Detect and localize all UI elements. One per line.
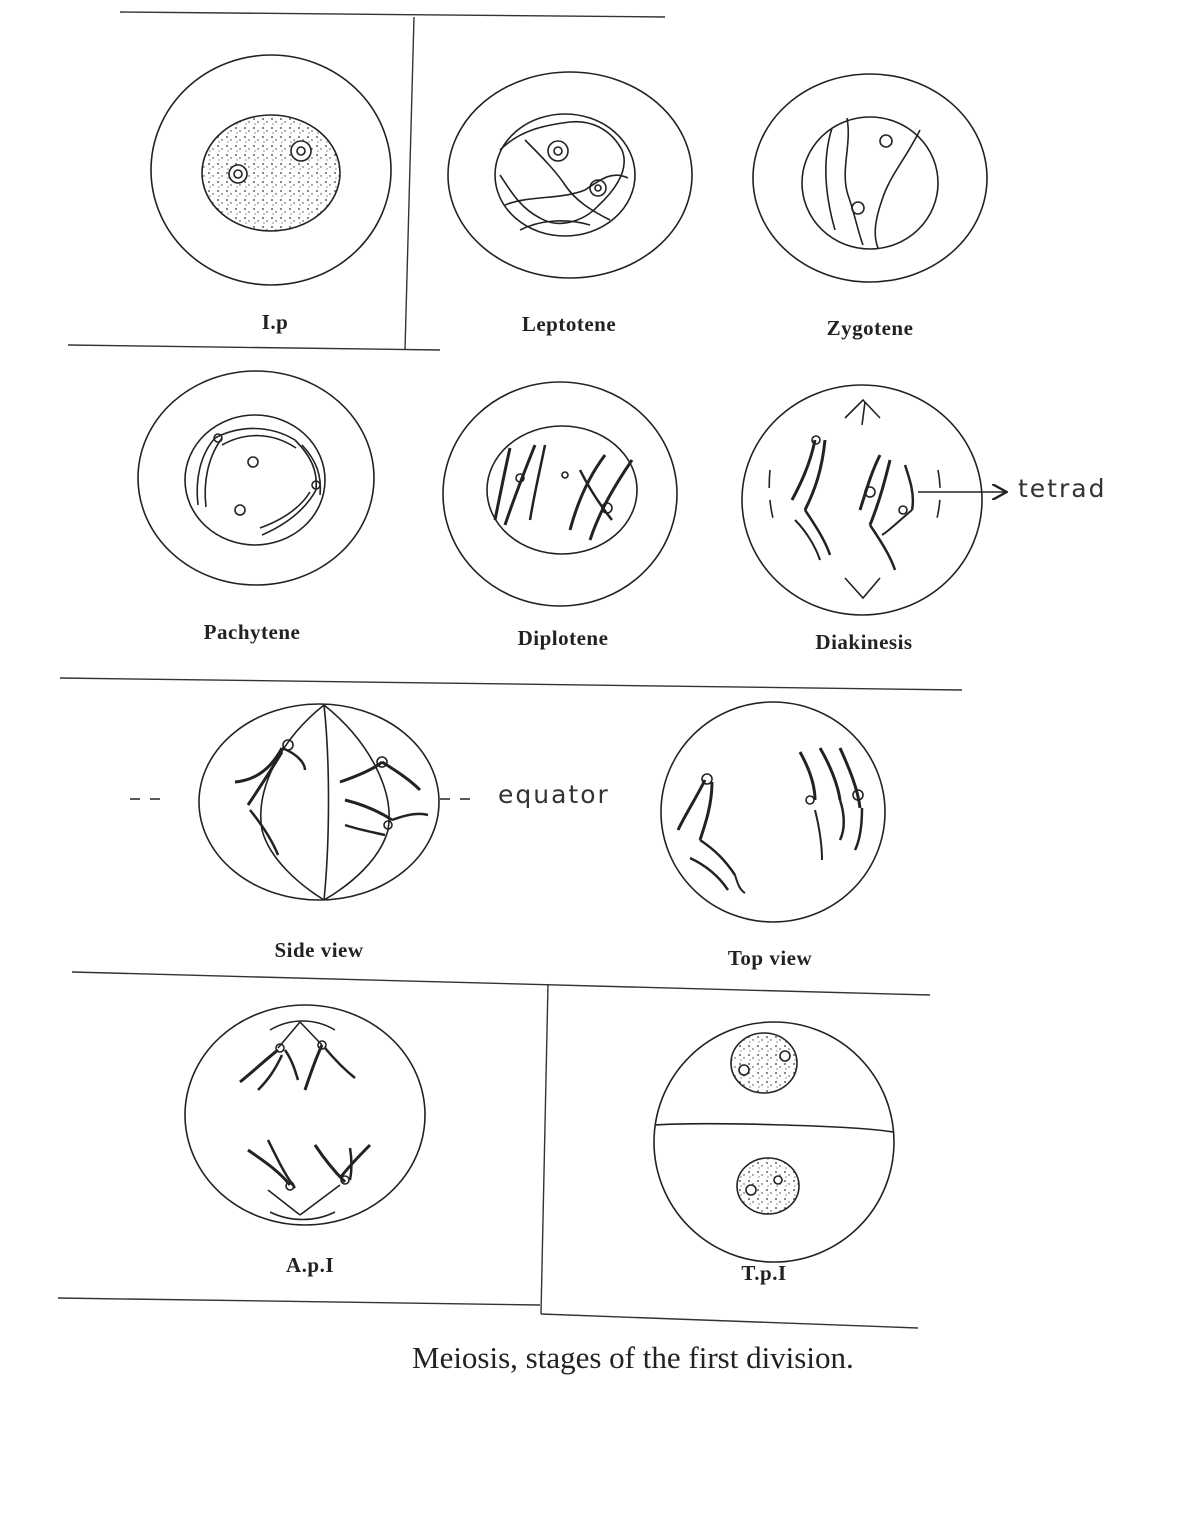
nuclear-envelope-fragment — [769, 470, 775, 525]
chromosome — [678, 780, 705, 830]
chromatin-thread — [505, 175, 628, 205]
label-diakinesis: Diakinesis — [815, 630, 913, 654]
cell-diakinesis — [742, 385, 1005, 615]
nucleolus — [852, 202, 864, 214]
label-interphase: I.p — [261, 310, 289, 334]
cell-metaphase-side-view — [130, 704, 480, 900]
nucleolus — [248, 457, 258, 467]
cell-metaphase-top-view — [661, 702, 885, 922]
nucleolus — [880, 135, 892, 147]
label-pachytene: Pachytene — [203, 620, 301, 644]
nucleolus — [548, 141, 568, 161]
cell-diplotene — [443, 382, 677, 606]
nucleus — [802, 117, 938, 249]
chromosome-thread — [845, 118, 863, 245]
cell-zygotene — [753, 74, 987, 282]
chromatid — [240, 1050, 278, 1082]
cell-telophase-i — [654, 1022, 894, 1262]
label-zygotene: Zygotene — [826, 316, 914, 340]
annotation-tetrad: tetrad — [1018, 474, 1107, 503]
chromosome-thread — [875, 130, 920, 248]
nucleolus — [235, 505, 245, 515]
nuclear-envelope-fragment — [935, 470, 940, 525]
daughter-nucleus — [737, 1158, 799, 1214]
cell-anaphase-i — [185, 1005, 425, 1225]
chromosome-thread — [826, 128, 835, 230]
label-top-view: Top view — [727, 946, 813, 970]
figure-caption: Meiosis, stages of the first division. — [412, 1340, 854, 1375]
cleavage-furrow — [655, 1124, 893, 1132]
label-leptotene: Leptotene — [521, 312, 617, 336]
label-diplotene: Diplotene — [517, 626, 609, 650]
cell-pachytene — [138, 371, 374, 585]
cell-leptotene — [448, 72, 692, 278]
daughter-nucleus — [731, 1033, 797, 1093]
chromatin-thread — [500, 122, 624, 224]
label-telophase-i: T.p.I — [741, 1261, 787, 1285]
annotation-equator: equator — [498, 780, 610, 809]
bivalent — [530, 445, 545, 520]
divider-lines — [58, 12, 962, 1328]
cell-interphase — [151, 55, 391, 285]
nucleolus — [229, 165, 247, 183]
nucleus — [202, 115, 340, 231]
bivalent — [197, 438, 215, 505]
spindle — [261, 705, 324, 900]
label-side-view: Side view — [274, 938, 364, 962]
spindle-pole — [845, 578, 880, 598]
tetrad — [792, 440, 815, 500]
nucleolus — [562, 472, 568, 478]
nucleolus — [291, 141, 311, 161]
label-anaphase-i: A.p.I — [285, 1253, 335, 1277]
